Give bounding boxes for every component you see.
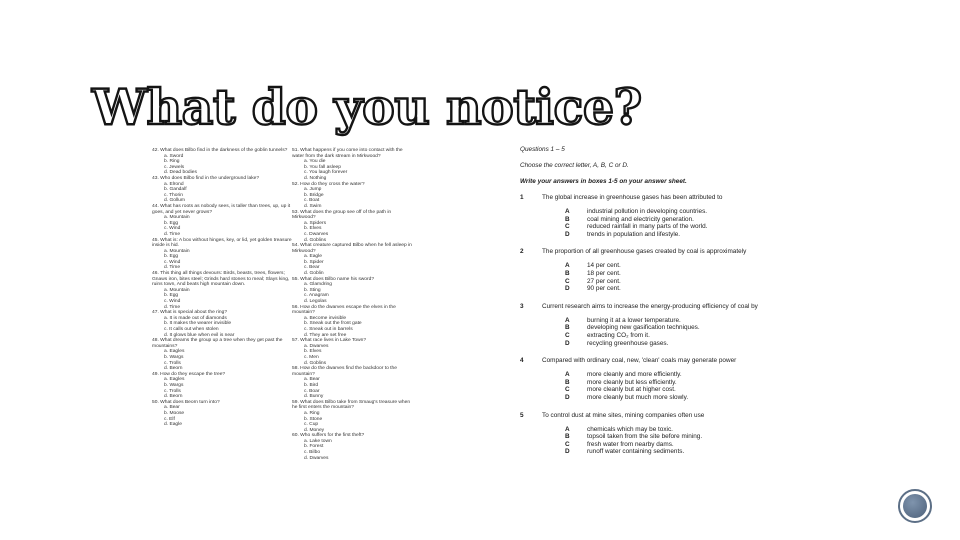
quiz-option: d. Swim (304, 203, 322, 209)
quiz-option: d. Gollum (164, 198, 185, 204)
mcq-option-letter: B (565, 378, 570, 386)
mcq-option-letter: D (565, 339, 570, 347)
quiz-option: c. You laugh forever (304, 170, 348, 176)
quiz-question (152, 400, 292, 428)
instruction-write: Write your answers in boxes 1-5 on your answer sheet. (520, 178, 687, 185)
quiz-option: c. Cup (304, 422, 319, 428)
mcq-option-text: runoff water containing sediments. (587, 448, 685, 456)
quiz-option: b. Ring (164, 159, 180, 165)
mcq-number: 5 (520, 411, 524, 419)
mcq-option-letter: D (565, 285, 570, 293)
quiz-question (152, 338, 292, 372)
quiz-option: b. Stone (304, 416, 323, 422)
quiz-question (292, 433, 414, 461)
mcq-option-text: more cleanly and more efficiently. (587, 371, 682, 379)
mcq-option (520, 332, 780, 340)
quiz-option: a. Bear (304, 377, 320, 383)
quiz-option: d. Goblins (304, 360, 327, 366)
quiz-option: b. Egg (164, 293, 179, 299)
mcq-option-text: fresh water from nearby dams. (587, 440, 674, 448)
quiz-question-text: 48. What dreams the group up a tree when they get past the mountains? (152, 338, 283, 349)
mcq-option-text: industrial pollution in developing countries. (587, 208, 708, 215)
mcq-option (520, 231, 780, 239)
quiz-question (292, 338, 414, 366)
quiz-option: d. Goblin (304, 271, 324, 277)
mcq-question (520, 194, 780, 238)
mcq-option-text: 27 per cent. (587, 277, 621, 285)
quiz-option: c. Jewels (164, 164, 185, 170)
mcq-question (520, 412, 780, 456)
quiz-option: a. Mountain (164, 215, 190, 221)
quiz-option: c. Anagram (304, 293, 329, 299)
quiz-option: a. Elrond (164, 181, 184, 187)
quiz-option: d. Bunny (304, 394, 324, 400)
mcq-question (520, 357, 780, 401)
mcq-option (520, 285, 780, 293)
quiz-option: a. Eagles (164, 349, 185, 355)
mcq-option-text: developing new gasification techniques. (587, 324, 700, 332)
mcq-option-letter: C (565, 277, 570, 285)
mcq-option-text: trends in population and lifestyle. (587, 230, 681, 238)
quiz-option: b. Gandalf (164, 187, 187, 193)
mcq-option-letter: B (565, 269, 570, 277)
mcq-option-text: 18 per cent. (587, 269, 621, 277)
quiz-question (292, 400, 414, 434)
mcq-option-letter: B (565, 215, 570, 223)
quiz-option: d. Eagle (164, 422, 182, 428)
quiz-question-text: 49. How do they escape the tree? (152, 371, 226, 377)
mcq-option-letter: A (565, 371, 570, 379)
mcq-option (520, 340, 780, 348)
instruction-choose: Choose the correct letter, A, B, C or D. (520, 162, 629, 169)
mcq-option (520, 433, 780, 441)
quiz-option: c. Bear (304, 265, 320, 271)
quiz-option: d. Dwarves (304, 455, 329, 461)
mcq-option (520, 278, 780, 286)
quiz-question (152, 176, 292, 204)
question-list (520, 194, 780, 456)
quiz-option: d. Dead bodies (164, 170, 197, 176)
quiz-question (292, 305, 414, 339)
mcq-option-text: topsoil taken from the site before mining. (587, 433, 703, 441)
quiz-option: c. Sneak out in barrels (304, 327, 353, 332)
mcq-option-letter: B (565, 433, 570, 441)
mcq-stem: To control dust at mine sites, mining companies often use (542, 411, 705, 419)
quiz-option: c. Wind (164, 226, 181, 232)
quiz-question (292, 243, 414, 277)
mcq-option-letter: B (565, 324, 570, 332)
mcq-option (520, 208, 780, 216)
mcq-option-text: more cleanly but less efficiently. (587, 378, 677, 386)
mcq-option-letter: D (565, 230, 570, 238)
quiz-option: d. Nothing (304, 175, 327, 181)
mcq-number: 1 (520, 194, 524, 201)
quiz-option: b. You fall asleep (304, 164, 341, 170)
mcq-option-letter: C (565, 331, 570, 339)
mcq-option-text: extracting CO₂ from it. (587, 331, 650, 339)
quiz-option: c. Boar (304, 388, 320, 394)
quiz-option: c. Wind (164, 259, 181, 265)
mcq-option (520, 270, 780, 278)
quiz-question-text: 53. What does the group see off of the path in Mirkwood? (292, 209, 392, 221)
quiz-option: b. Moose (164, 410, 185, 416)
quiz-option: a. Mountain (164, 248, 190, 254)
quiz-option: d. It glows blue when evil is near (164, 332, 235, 338)
mcq-stem: Compared with ordinary coal, new, 'clean' coals may generate power (542, 357, 737, 365)
quiz-question-text: 42. What does Bilbo find in the darkness of the goblin tunnels? (152, 148, 288, 153)
quiz-question-text: 45. What is: A box without hinges, key, or lid, yet golden treasure inside is hid. (152, 237, 292, 249)
quiz-column-left (152, 148, 292, 428)
quiz-question-text: 47. What is special about the ring? (152, 310, 228, 316)
mcq-option (520, 223, 780, 231)
quiz-option: b. Egg (164, 254, 179, 260)
quiz-option: c. Elf (164, 416, 175, 422)
quiz-question (152, 238, 292, 272)
quiz-question (292, 148, 414, 182)
quiz-option: a. It is made out of diamonds (164, 315, 227, 321)
quiz-option: d. Time (164, 231, 181, 237)
quiz-option: b. Forest (304, 444, 324, 450)
quiz-option: a. Dwarves (304, 343, 329, 349)
mcq-option-letter: C (565, 440, 570, 448)
quiz-option: c. Trolls (164, 388, 181, 394)
mcq-option-letter: A (565, 262, 570, 270)
mcq-option-text: recycling greenhouse gases. (587, 339, 669, 347)
quiz-question-text: 59. What does Bilbo take from Smaug's treasure when he first enters the mountain? (292, 399, 411, 411)
reading-questions-panel (520, 146, 780, 466)
quiz-question-text: 54. What creature captured Bilbo when he fell asleep in Mirkwood? (292, 243, 412, 254)
quiz-option: b. Spider (304, 259, 324, 265)
mcq-question (520, 248, 780, 292)
mcq-option (520, 379, 780, 387)
quiz-question-text: 51. What happens if you come into contact with the water from the dark stream in Mirkwood? (292, 148, 403, 159)
quiz-option: c. Bilbo (304, 450, 321, 456)
quiz-option: d. Beorn (164, 394, 183, 400)
quiz-option: b. Bird (304, 382, 319, 388)
mcq-option-text: chemicals which may be toxic. (587, 425, 673, 433)
quiz-option: b. Elves (304, 349, 322, 355)
mcq-option-text: burning it at a lower temperature. (587, 316, 681, 324)
quiz-question (152, 271, 292, 310)
mcq-option-text: more cleanly but at higher cost. (587, 386, 676, 394)
mcq-option (520, 371, 780, 379)
mcq-option-text: coal mining and electricity generation. (587, 215, 694, 223)
mcq-option-letter: A (565, 316, 570, 324)
quiz-question-text: 58. How do the dwarves find the backdoor to the mountain? (292, 366, 397, 377)
mcq-stem: The global increase in greenhouse gases has been attributed to (542, 194, 723, 201)
quiz-option: d. Money (304, 427, 325, 433)
quiz-question-text: 46. This thing all things devours: Birds, beasts, trees, flowers; Gnaws iron, bites steel; Grinds hard stones to meal; Slays king, ruins town, And beats high mountain down. (152, 271, 290, 288)
mcq-question (520, 303, 780, 347)
quiz-option: a. You die (304, 159, 326, 165)
questions-heading: Questions 1 – 5 (520, 146, 565, 153)
quiz-question (292, 277, 414, 305)
mcq-option (520, 262, 780, 270)
quiz-option: a. Lake town (304, 438, 332, 444)
quiz-question (292, 366, 414, 400)
quiz-option: d. They are set free (304, 332, 347, 338)
mcq-stem: The proportion of all greenhouse gases created by coal is approximately (542, 248, 747, 256)
mcq-option (520, 324, 780, 332)
quiz-column-middle (292, 148, 414, 461)
quiz-option: a. Glamdring (304, 282, 332, 288)
quiz-option: a. Jump (304, 187, 322, 193)
quiz-option: c. Wind (164, 299, 181, 305)
quiz-question (292, 182, 414, 210)
quiz-question-text: 56. How do the dwarves escape the elves in the mountain? (292, 304, 396, 316)
mcq-option (520, 448, 780, 456)
quiz-option: a. Spiders (304, 220, 327, 226)
quiz-option: a. Mountain (164, 287, 190, 293)
quiz-option: d. Beorn (164, 366, 183, 372)
mcq-option (520, 386, 780, 394)
quiz-question-text: 50. What does Beorn turn into? (152, 399, 220, 405)
quiz-option: b. Sting (304, 287, 321, 293)
quiz-question (152, 148, 292, 176)
mcq-option-text: more cleanly but much more slowly. (587, 393, 689, 401)
mcq-option (520, 426, 780, 434)
quiz-option: c. Men (304, 354, 319, 360)
mcq-number: 2 (520, 248, 524, 256)
quiz-question (152, 310, 292, 338)
quiz-question (152, 204, 292, 238)
quiz-option: d. Goblins (304, 237, 327, 243)
mcq-option-text: reduced rainfall in many parts of the world. (587, 223, 708, 231)
mcq-option-text: 90 per cent. (587, 285, 621, 293)
quiz-option: c. Trolls (164, 360, 181, 366)
quiz-option: d. Legolas (304, 299, 327, 305)
mcq-number: 3 (520, 302, 524, 310)
mcq-option (520, 216, 780, 224)
quiz-option: b. It makes the wearer invisible (164, 321, 232, 327)
mcq-option-letter: C (565, 223, 570, 231)
mcq-stem: Current research aims to increase the energy-producing efficiency of coal by (542, 302, 758, 310)
quiz-question (292, 210, 414, 244)
quiz-option: a. Ring (304, 410, 320, 416)
quiz-option: b. Bridge (304, 192, 324, 198)
quiz-option: a. Eagles (164, 377, 185, 383)
mcq-option (520, 441, 780, 449)
quiz-option: b. Elves (304, 226, 322, 232)
quiz-option: a. Bear (164, 405, 180, 411)
quiz-option: d. Time (164, 304, 181, 310)
mcq-option-letter: C (565, 386, 570, 394)
quiz-option: b. Sneak out the front gate (304, 321, 362, 327)
mcq-option-text: 14 per cent. (587, 262, 621, 270)
quiz-option: a. Sword (164, 153, 184, 159)
mcq-option-letter: A (565, 208, 570, 215)
mcq-option (520, 317, 780, 325)
quiz-option: d. Time (164, 265, 181, 271)
mcq-number: 4 (520, 357, 524, 365)
quiz-question-text: 43. Who does Bilbo find in the underground lake? (152, 175, 260, 181)
mcq-option (520, 394, 780, 402)
quiz-option: c. Dwarves (304, 231, 329, 237)
quiz-option: c. Boat (304, 198, 320, 204)
quiz-question-text: 55. What does Bilbo name his sword? (292, 276, 375, 282)
quiz-option: b. Wargs (164, 354, 184, 360)
quiz-option: a. Become invisible (304, 315, 347, 321)
quiz-question (152, 372, 292, 400)
quiz-question-text: 57. What race lives in Lake Town? (292, 338, 367, 344)
quiz-question-text: 44. What has roots as nobody sees, is taller than trees, up, up it goes, and yet never grows? (152, 203, 291, 215)
quiz-question-text: 52. How do they cross the water? (292, 181, 365, 187)
quiz-option: a. Eagle (304, 254, 322, 260)
quiz-option: b. Egg (164, 220, 179, 226)
mcq-option-letter: D (565, 393, 570, 401)
quiz-option: c. Thorin (164, 192, 183, 198)
slide-logo-badge (898, 489, 932, 523)
mcq-option-letter: A (565, 425, 570, 433)
quiz-option: c. It calls out when stolen (164, 327, 219, 332)
quiz-question-text: 60. Who suffers for the first theft? (292, 433, 365, 439)
mcq-option-letter: D (565, 448, 570, 456)
slide-title: What do you notice? (92, 78, 642, 136)
quiz-option: b. Wargs (164, 382, 184, 388)
